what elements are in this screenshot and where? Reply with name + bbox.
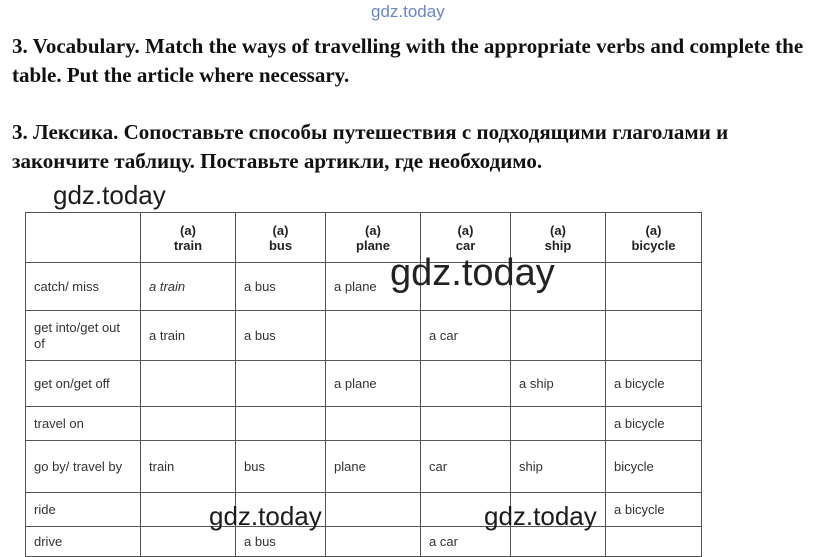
watermark-bottom-left: gdz.today (209, 501, 322, 531)
table-cell (511, 263, 606, 311)
table-cell (326, 493, 421, 527)
table-cell: a car (421, 311, 511, 361)
table-row (26, 527, 702, 557)
table-cell (511, 493, 606, 527)
table-cell (141, 493, 236, 527)
verb-cell: catch/ miss (26, 263, 141, 311)
table-cell (236, 361, 326, 407)
table-cell (511, 407, 606, 441)
table-cell: ship (511, 441, 606, 493)
header-bicycle: (a) bicycle (606, 213, 702, 263)
table-cell: train (141, 441, 236, 493)
table-cell: a plane (326, 361, 421, 407)
table-header-row (26, 213, 702, 263)
table-cell: car (421, 441, 511, 493)
table-cell (141, 527, 236, 557)
table-cell (326, 407, 421, 441)
watermark-left: gdz.today (53, 180, 166, 210)
watermark-top: gdz.today (371, 2, 445, 21)
table-cell (236, 407, 326, 441)
table-cell: a bus (236, 311, 326, 361)
table-row (26, 407, 702, 441)
verb-cell: get into/get out of (26, 311, 141, 361)
table-cell (326, 527, 421, 557)
table-cell: a bicycle (606, 493, 702, 527)
watermark-center: gdz.today (390, 252, 555, 294)
table-cell (421, 493, 511, 527)
table-cell: a bus (236, 527, 326, 557)
table-cell: a bus (236, 263, 326, 311)
table-cell: a plane (326, 263, 421, 311)
table-row (26, 441, 702, 493)
table-cell (141, 407, 236, 441)
table-cell: bicycle (606, 441, 702, 493)
verb-cell: go by/ travel by (26, 441, 141, 493)
table-cell (421, 361, 511, 407)
table-cell: a bicycle (606, 407, 702, 441)
table-cell (236, 493, 326, 527)
header-plane: (a) plane (326, 213, 421, 263)
table-row (26, 263, 702, 311)
table-cell: bus (236, 441, 326, 493)
table-cell (606, 263, 702, 311)
table-cell: plane (326, 441, 421, 493)
verb-cell: travel on (26, 407, 141, 441)
table-cell: a car (421, 527, 511, 557)
watermark-bottom-right: gdz.today (484, 501, 597, 531)
table-row (26, 361, 702, 407)
table-row (26, 493, 702, 527)
table-cell (606, 527, 702, 557)
header-ship: (a) ship (511, 213, 606, 263)
header-car: (a) car (421, 213, 511, 263)
table-cell (141, 361, 236, 407)
header-bus: (a) bus (236, 213, 326, 263)
verb-cell: ride (26, 493, 141, 527)
table-cell: a train (141, 263, 236, 311)
header-empty-cell (26, 213, 141, 263)
task-instruction-russian: 3. Лексика. Сопоставьте способы путешествия с подходящими глаголами и закончите таблицу. Поставьте артикли, где необходимо. (12, 120, 729, 173)
table-row (26, 311, 702, 361)
verb-cell: drive (26, 527, 141, 557)
table-cell (606, 311, 702, 361)
vocabulary-table (25, 212, 702, 557)
table-cell (326, 311, 421, 361)
table-cell (421, 263, 511, 311)
header-train: (a) train (141, 213, 236, 263)
table-cell (421, 407, 511, 441)
table-cell (511, 527, 606, 557)
table-cell: a bicycle (606, 361, 702, 407)
task-instruction-english: 3. Vocabulary. Match the ways of travelling with the appropriate verbs and complete the table. Put the article where necessary. (12, 34, 804, 87)
table-cell: a ship (511, 361, 606, 407)
table-cell (511, 311, 606, 361)
verb-cell: get on/get off (26, 361, 141, 407)
table-cell: a train (141, 311, 236, 361)
